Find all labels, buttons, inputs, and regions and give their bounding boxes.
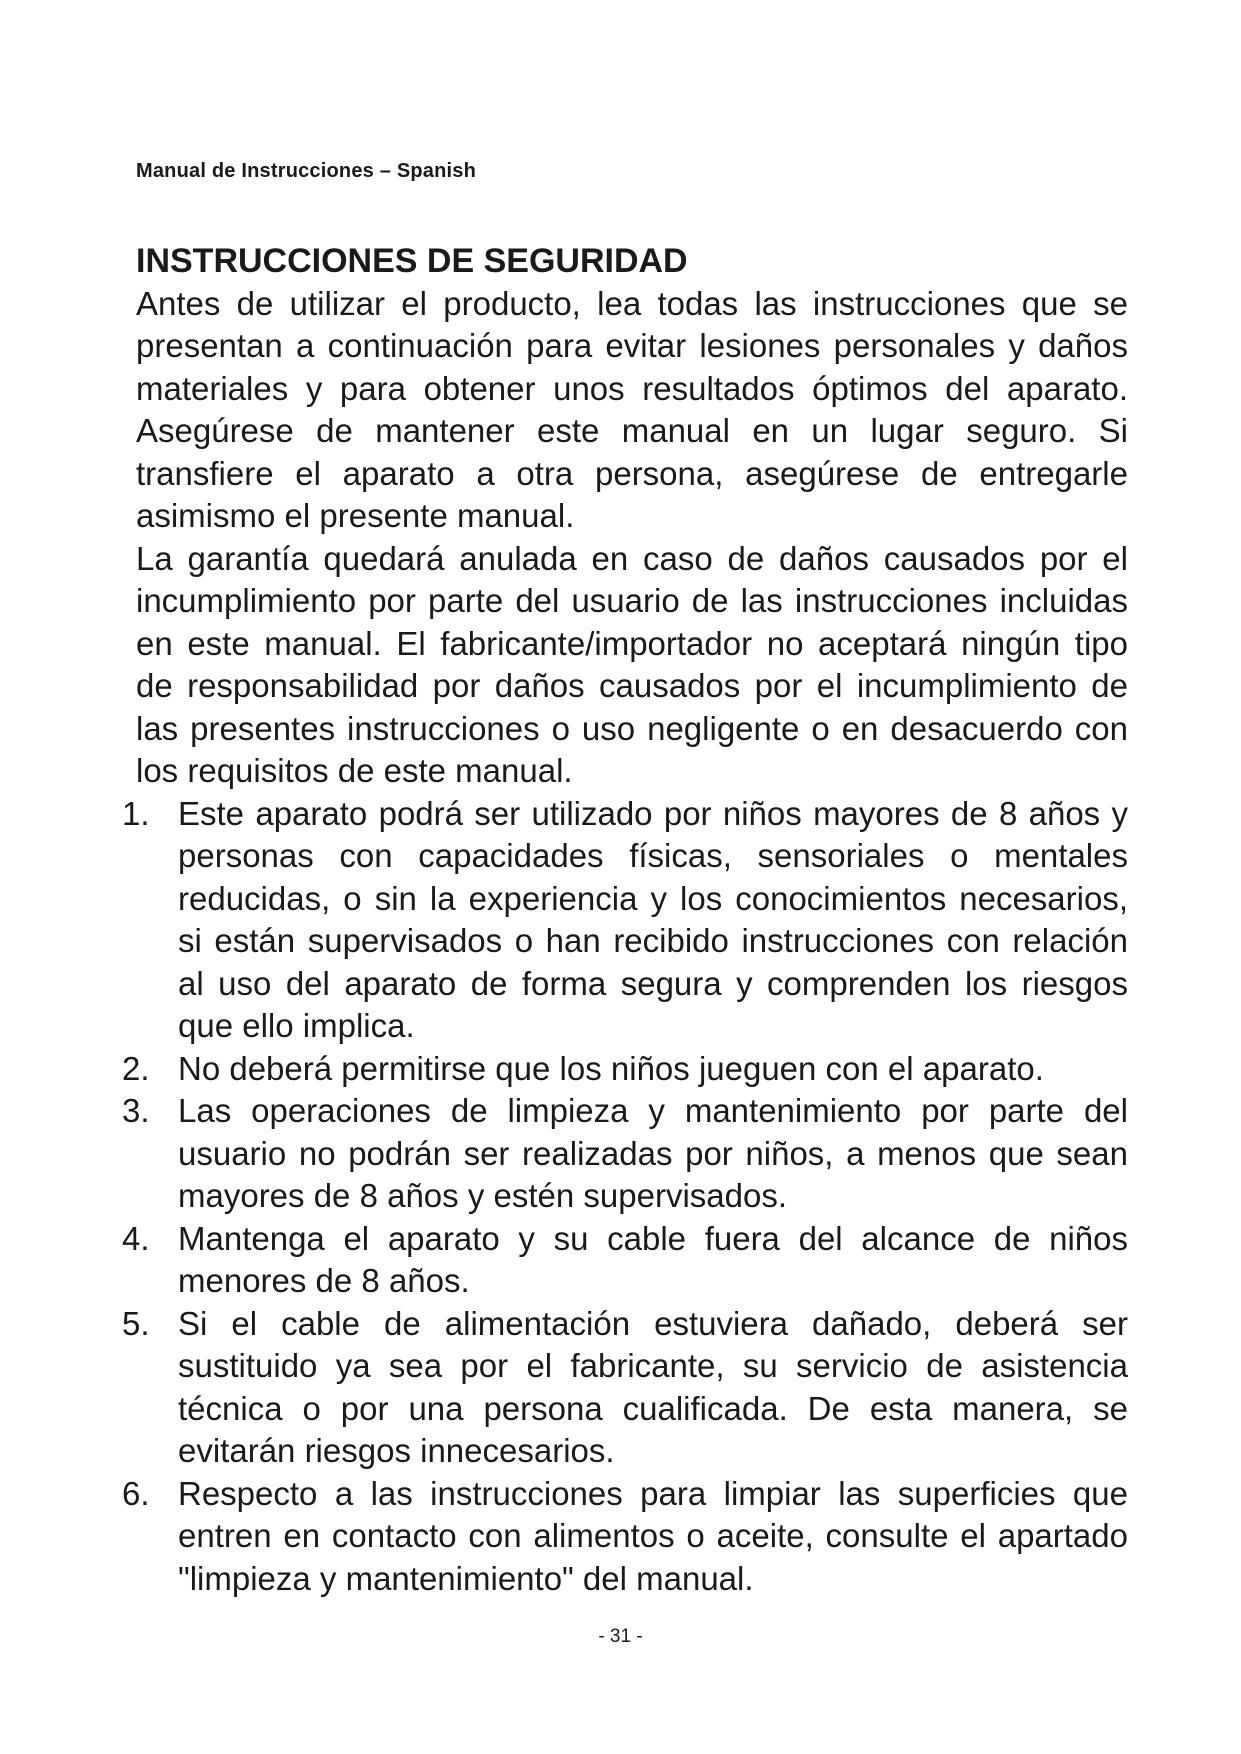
list-item-number: 1.	[122, 794, 150, 832]
list-item-text: Las operaciones de limpieza y mantenimiento por parte del usuario no podrán ser realizadas por niños, a menos que sean mayores de 8 años y estén supervisados.	[178, 1092, 1128, 1214]
list-item	[122, 1218, 1128, 1303]
safety-instructions-list	[122, 793, 1128, 1601]
list-item-number: 4.	[122, 1219, 150, 1257]
list-item-number: 5.	[122, 1304, 150, 1342]
list-item-text: Este aparato podrá ser utilizado por niños mayores de 8 años y personas con capacidades físicas, sensoriales o mentales reducidas, o sin la experiencia y los conocimientos necesarios, si están supervisados o han recibido instrucciones con relación al uso del aparato de forma segura y comprenden los riesgos que ello implica.	[178, 794, 1128, 1044]
safety-section	[122, 240, 1128, 1600]
list-item-number: 3.	[122, 1092, 150, 1129]
list-item	[122, 793, 1128, 1048]
list-item-text: No deberá permitirse que los niños jueguen con el aparato.	[178, 1049, 1044, 1087]
page-number: - 31 -	[598, 1626, 643, 1647]
section-title: INSTRUCCIONES DE SEGURIDAD	[136, 242, 688, 280]
list-item-text: Si el cable de alimentación estuviera dañado, deberá ser sustituido ya sea por el fabricante, su servicio de asistencia técnica o por una persona cualificada. De esta manera, se evitarán riesgos innecesarios.	[178, 1304, 1128, 1469]
running-header: Manual de Instrucciones – Spanish	[136, 160, 477, 182]
list-item-number: 2.	[122, 1049, 150, 1087]
list-item-text: Respecto a las instrucciones para limpiar las superficies que entren en contacto con alimentos o aceite, consulte el apartado "limpieza y mantenimiento" del manual.	[178, 1474, 1128, 1597]
list-item	[122, 1473, 1128, 1601]
list-item-text: Mantenga el aparato y su cable fuera del alcance de niños menores de 8 años.	[178, 1219, 1128, 1299]
list-item	[122, 1090, 1128, 1218]
list-item	[122, 1303, 1128, 1473]
warranty-paragraph: La garantía quedará anulada en caso de daños causados por el incumplimiento por parte del usuario de las instrucciones incluidas en este manual. El fabricante/importador no aceptará ningún tipo de responsabilidad por daños causados por el incumplimiento de las presentes instrucciones o uso negligente o en desacuerdo con los requisitos de este manual.	[136, 539, 1128, 789]
intro-paragraph: Antes de utilizar el producto, lea todas las instrucciones que se presentan a continuación para evitar lesiones personales y daños materiales y para obtener unos resultados óptimos del aparato. Asegúrese de mantener este manual en un lugar seguro. Si transfiere el aparato a otra persona, asegúrese de entregarle asimismo el presente manual.	[136, 284, 1128, 534]
list-item	[122, 1048, 1128, 1091]
list-item-number: 6.	[122, 1474, 150, 1512]
